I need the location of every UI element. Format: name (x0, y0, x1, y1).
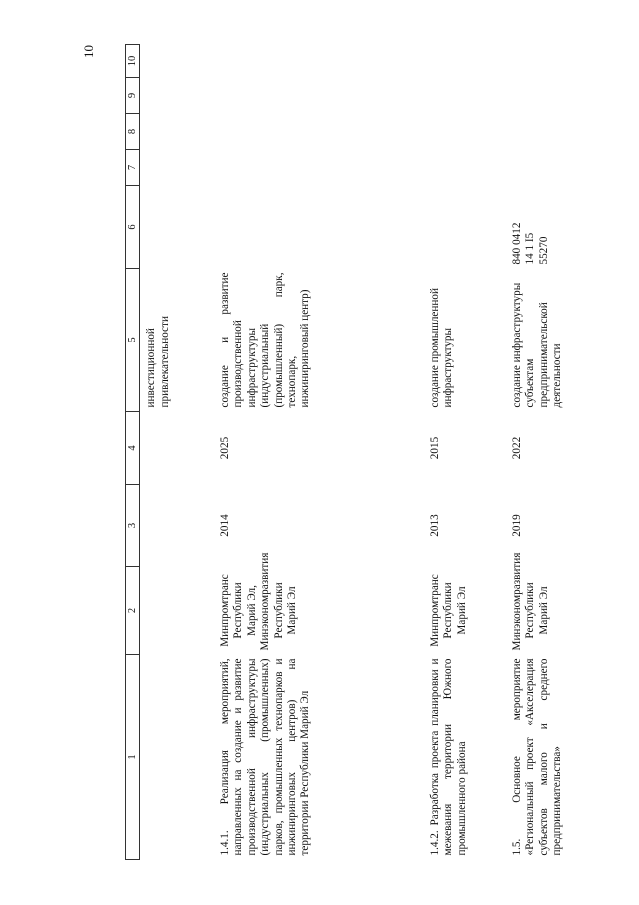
header-cell-5: 5 (126, 269, 140, 412)
cell-executor: Минпромтранс Республики Марий Эл (428, 574, 468, 647)
table-row (210, 45, 420, 860)
header-cell-10: 10 (126, 45, 140, 78)
cell-col9 (210, 78, 420, 114)
cell-col9 (420, 78, 502, 114)
cell-col7 (420, 150, 502, 186)
header-cell-2: 2 (126, 567, 140, 655)
cell-col7 (210, 150, 420, 186)
cell-result: создание промышленной инфраструктуры (428, 288, 455, 408)
cell-start-year: 2019 (510, 514, 523, 537)
cell-result: создание и развитие производственной инфраструктуры (индустриальный (промышленный) парк, технопарк, инжиниринговый центр) (218, 272, 312, 408)
table-row (140, 45, 210, 860)
cell-event: 1.4.1. Реализация мероприятий, направленных на создание и развитие производственной инфраструктуры (индустриальных (промышленных) парков, промышленных технопарков и инжиниринговых центров) на территории Республики Марий Эл (218, 658, 312, 856)
cell-end-year: 2025 (218, 436, 231, 460)
page-number: 10 (81, 45, 96, 58)
cell-col8 (210, 114, 420, 150)
header-cell-4: 4 (126, 412, 140, 485)
cell-col8 (502, 114, 565, 150)
cell-col9 (140, 78, 210, 114)
cell-code (420, 186, 502, 269)
cell-col7 (502, 150, 565, 186)
header-cell-3: 3 (126, 485, 140, 567)
cell-code (140, 186, 210, 269)
cell-event: 1.5. Основное мероприятие «Региональный проект «Акселерация субъектов малого и среднего предпринимательства» (510, 658, 564, 856)
cell-event: 1.4.2. Разработка проекта планировки и межевания территории Южного промышленного района (428, 658, 468, 856)
table-row (420, 45, 502, 860)
cell-executor: Минэкономразвития Республики Марий Эл (510, 552, 550, 651)
header-cell-1: 1 (126, 655, 140, 860)
cell-end-year: 2022 (510, 436, 523, 460)
table-row (502, 45, 565, 860)
cell-start-year: 2013 (428, 514, 441, 537)
header-row (126, 45, 140, 860)
cell-executor: Минпромтранс Республики Марий Эл, Минэкономразвития Республики Марий Эл (218, 552, 298, 651)
program-table (125, 44, 565, 860)
cell-col10 (502, 45, 565, 78)
cell-end-year: 2015 (428, 436, 441, 460)
header-cell-7: 7 (126, 150, 140, 186)
cell-code: 840 0412 14 1 I5 55270 (510, 222, 550, 265)
cell-result: инвестиционной привлекательности (145, 316, 171, 408)
cell-col8 (140, 114, 210, 150)
cell-code (210, 186, 420, 269)
cell-end-year (140, 412, 210, 485)
cell-col10 (210, 45, 420, 78)
header-cell-6: 6 (126, 186, 140, 269)
cell-executor (140, 567, 210, 655)
cell-col10 (420, 45, 502, 78)
cell-start-year: 2014 (218, 514, 231, 537)
cell-col10 (140, 45, 210, 78)
cell-col7 (140, 150, 210, 186)
cell-event (140, 655, 210, 860)
header-cell-9: 9 (126, 78, 140, 114)
cell-result: создание инфраструктуры субъектам предпринимательской деятельности (510, 282, 564, 408)
cell-col8 (420, 114, 502, 150)
cell-col9 (502, 78, 565, 114)
header-cell-8: 8 (126, 114, 140, 150)
cell-start-year (140, 485, 210, 567)
